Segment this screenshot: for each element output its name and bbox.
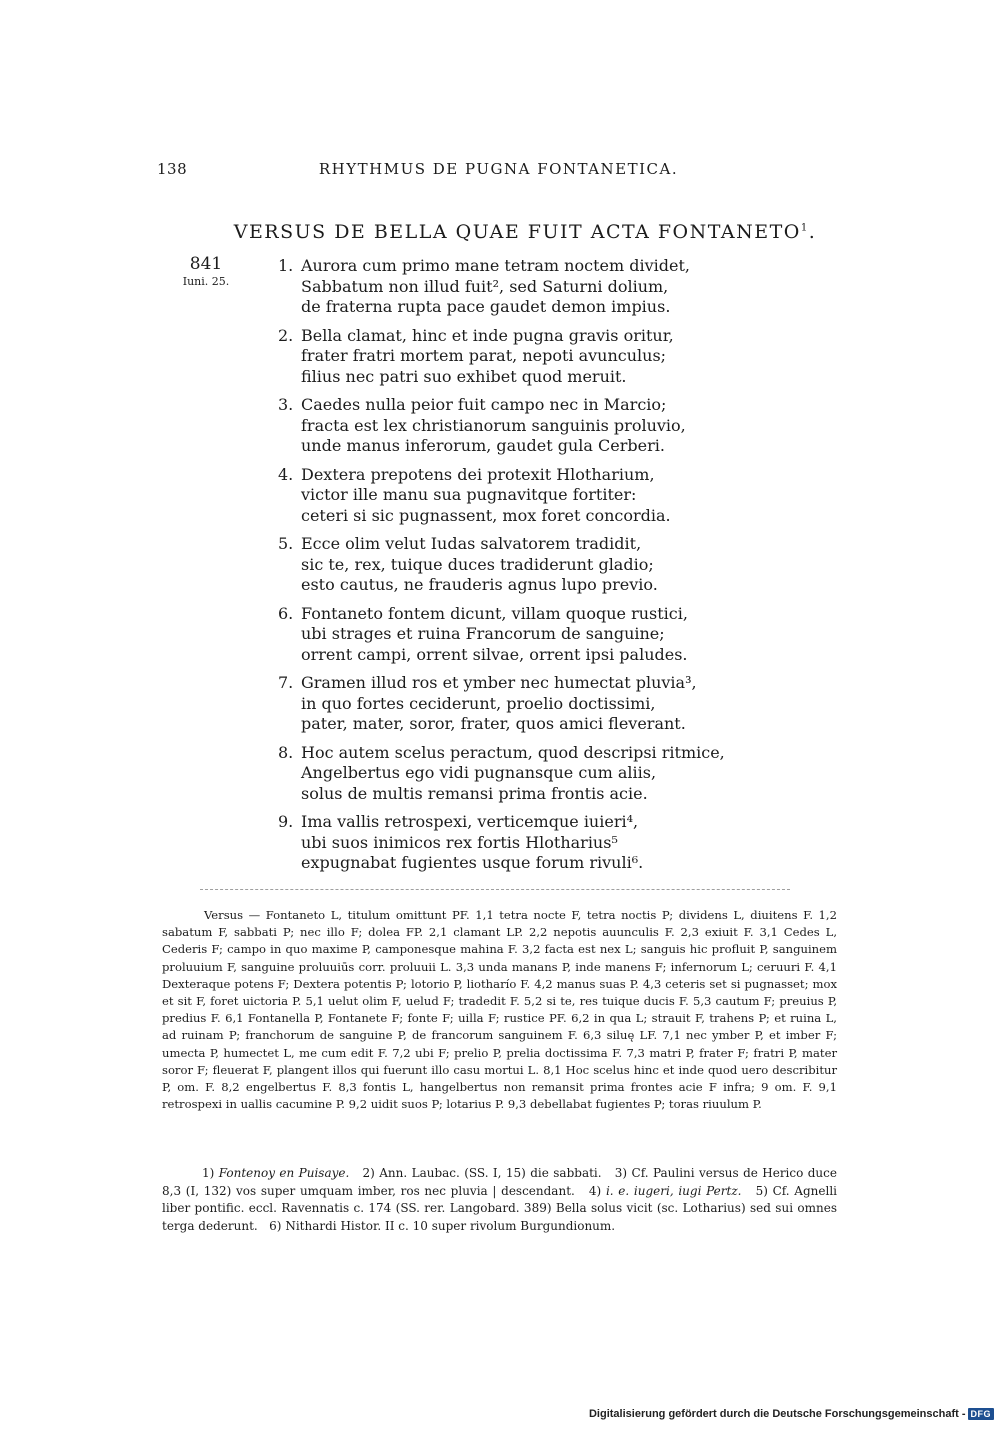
footnote-mark: 5) xyxy=(755,1183,768,1198)
funding-text: Digitalisierung gefördert durch die Deutsche Forschungsgemeinschaft - xyxy=(588,1408,966,1420)
footnotes-paragraph xyxy=(162,1165,837,1235)
verse-line: ubi strages et ruina Francorum de sanguine; xyxy=(301,624,665,643)
footnote-mark: 4) xyxy=(588,1183,602,1198)
critical-apparatus xyxy=(162,907,837,1113)
stanza xyxy=(271,673,721,735)
verse-line: Bella clamat, hinc et inde pugna gravis oritur, xyxy=(301,325,674,345)
poem-title-text: VERSUS DE BELLA QUAE FUIT ACTA FONTANETO xyxy=(233,221,801,243)
stanza xyxy=(271,395,721,457)
stanza xyxy=(271,465,721,527)
poem xyxy=(271,256,725,882)
verse-line: solus de multis remansi prima frontis acie. xyxy=(301,783,648,803)
footnote-text: Cf. Paulini versus de Herico duce 8,3 (I, 132) vos super umquam imber, ros nec pluvia | descendant. xyxy=(162,1166,837,1198)
stanza-number: 2. xyxy=(278,325,294,345)
verse-line: fracta est lex christianorum sanguinis proluvio, xyxy=(301,415,686,435)
margin-year: 841 xyxy=(189,254,223,274)
verse-line: victor ille manu sua pugnavitque fortiter: xyxy=(301,485,637,504)
stanza-number: 1. xyxy=(278,256,294,275)
verse-line: Fontaneto fontem dicunt, villam quoque rustici, xyxy=(301,603,688,623)
stanza-number: 7. xyxy=(278,673,294,692)
footnotes xyxy=(162,1165,837,1235)
apparatus-text: Versus — Fontaneto L, titulum omittunt PF. 1,1 tetra nocte F, tetra noctis P; dividens L, diuitens F. 1,2 sabatum F, sabbati P; nec illo F; dolea FP. 2,1 clamant LP. 2,2 nepotis auunculis F. 2,3 exiuit F. 3,1 Cedes L, Cederis F; campo in quo maxime P, camponesque mahina F. 3,2 facta est nex L; sanguis hic profluit P, sanguinem proluuium F, sanguine proluuiūs corr. proluuii L. 3,3 unda manans P, inde manens F; infernorum L; ceruuri F. 4,1 Dexteraque potens F; Dextera potentis P; lotorio P, liotharío F. 4,2 manus suas P. 4,3 ceteris set si pugnasset; mox et sit F, foret uictoria P. 5,1 uelut olim F, uelud F; tradedit F. 5,2 si te, res tuique ducis F. 5,3 cautum F; preuius P, predius F. 6,1 Fontanella P, Fontanete F; fonte F; uilla F; rustice PF. 6,2 in qua L; strauit F, trahens P; et ruina L, ad ruinam P; franchorum de sanguine P, de francorum sanguinem F. 6,3 siluę LF. 7,1 nec ymber P, et imber F; umecta P, humectet L, me cum edit F. 7,2 ubi F; prelio P, prelia doctissima F. 7,3 matri P, frater F; fratri P, mater soror F; fleuerat F, plangent illos qui fuerunt illo casu mortui L. 8,1 Hoc scelus hinc et inde quod uero describitur P, om. F. 8,2 engelbertus F. 8,3 fontis L, hangelbertus non remansit prima frontes acie F infra; 9 om. F. 9,1 retrospexi in uallis cacumine P. 9,2 uidit suos P; lotarius P. 9,3 debellabat fugientes P; toras riuulum P. xyxy=(162,908,837,1112)
footnote-mark: 3) xyxy=(614,1166,628,1180)
footnote-text: Fontenoy en Puisaye. xyxy=(218,1166,350,1180)
stanza xyxy=(271,256,721,318)
stanza-number: 9. xyxy=(278,812,294,831)
poem-title xyxy=(0,221,1000,243)
poem-title-end: . xyxy=(808,221,817,243)
verse-line: Aurora cum primo mane tetram noctem dividet, xyxy=(301,256,690,275)
verse-line: in quo fortes ceciderunt, proelio doctissimi, xyxy=(301,693,656,713)
verse-line: sic te, rex, tuique duces tradiderunt gladio; xyxy=(301,554,654,574)
footnote-mark: 6) xyxy=(269,1218,282,1233)
verse-line: de fraterna rupta pace gaudet demon impius. xyxy=(301,297,671,316)
stanza-number: 5. xyxy=(278,534,294,553)
footnote-text: Cf. Agnelli liber pontific. eccl. Ravennatis c. 174 (SS. rer. Langobard. 389) Bella solus vicit (sc. Lotharius) sed sui omnes terga dederunt. xyxy=(162,1183,837,1233)
stanza xyxy=(271,604,721,666)
stanza-number: 8. xyxy=(278,742,294,762)
stanza xyxy=(271,534,721,596)
margin-date-note xyxy=(176,256,236,290)
title-footnote-mark: 1 xyxy=(800,222,809,234)
verse-line: ceteri si sic pugnassent, mox foret concordia. xyxy=(301,505,671,525)
stanza-number: 4. xyxy=(278,464,294,484)
verse-line: unde manus inferorum, gaudet gula Cerberi. xyxy=(301,436,665,455)
stanza xyxy=(271,742,725,805)
page-number: 138 xyxy=(157,160,188,178)
verse-line: expugnabat fugientes usque forum rivuli⁶. xyxy=(301,853,644,872)
verse-line: esto cautus, ne frauderis agnus lupo previo. xyxy=(301,575,658,594)
section-divider xyxy=(200,889,790,890)
verse-line: filius nec patri suo exhibet quod meruit. xyxy=(301,366,627,386)
stanza xyxy=(271,812,721,874)
verse-line: Caedes nulla peior fuit campo nec in Marcio; xyxy=(301,395,667,414)
margin-date: Iuni. 25. xyxy=(182,275,230,288)
footnote-text: i. e. iugeri, iugi Pertz. xyxy=(605,1183,742,1198)
verse-line: pater, mater, soror, frater, quos amici fleverant. xyxy=(301,714,686,733)
footnote-mark: 1) xyxy=(202,1166,215,1180)
verse-line: frater fratri mortem parat, nepoti avunculus; xyxy=(301,346,667,365)
verse-line: ubi suos inimicos rex fortis Hlotharius⁵ xyxy=(301,832,618,852)
footnote-text: Ann. Laubac. (SS. I, 15) die sabbati. xyxy=(379,1166,602,1180)
verse-line: Ecce olim velut Iudas salvatorem tradidit, xyxy=(301,534,642,553)
footnote-text: Nithardi Histor. II c. 10 super rivolum Burgundionum. xyxy=(285,1218,616,1233)
funding-footer xyxy=(589,1408,994,1420)
verse-line: Sabbatum non illud fuit², sed Saturni dolium, xyxy=(301,276,669,296)
running-title: RHYTHMUS DE PUGNA FONTANETICA. xyxy=(318,160,679,178)
stanza-number: 3. xyxy=(278,395,294,414)
verse-line: orrent campi, orrent silvae, orrent ipsi paludes. xyxy=(301,644,688,664)
verse-line: Hoc autem scelus peractum, quod descripsi ritmice, xyxy=(301,742,725,762)
footnote-mark: 2) xyxy=(362,1166,375,1180)
stanza xyxy=(271,326,721,388)
stanza-number: 6. xyxy=(278,603,294,623)
dfg-logo[interactable]: DFG xyxy=(968,1408,995,1420)
verse-line: Ima vallis retrospexi, verticemque iuieri⁴, xyxy=(301,812,639,831)
verse-line: Dextera prepotens dei protexit Hlotharium, xyxy=(301,464,655,484)
verse-line: Angelbertus ego vidi pugnansque cum aliis, xyxy=(301,763,657,782)
verse-line: Gramen illud ros et ymber nec humectat pluvia³, xyxy=(301,673,697,692)
